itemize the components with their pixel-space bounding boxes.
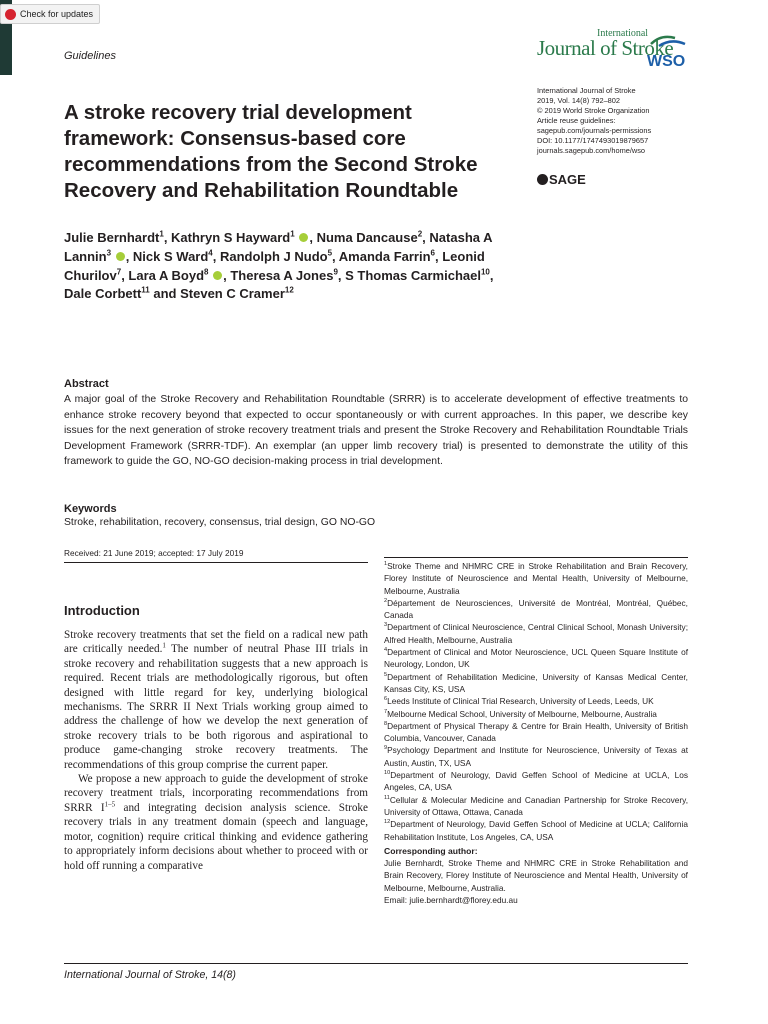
affiliation-number: 5 — [384, 671, 388, 678]
orcid-icon[interactable] — [213, 271, 222, 280]
author-separator: , — [422, 230, 430, 245]
affiliation-number: 1 — [384, 561, 388, 568]
affiliation-text: Stroke Theme and NHMRC CRE in Stroke Rehabilitation and Brain Recovery, Florey Institute of Neuroscience and Mental Health, University of Melbourne, Melbourne, Australia — [384, 561, 688, 596]
affiliation-number: 8 — [384, 721, 388, 728]
author-affiliation-ref: 9 — [333, 267, 338, 277]
author-affiliation-ref: 7 — [116, 267, 122, 277]
author-affiliation-ref: 5 — [327, 248, 333, 258]
author-affiliation-ref: 10 — [480, 267, 490, 277]
author-affiliation-ref: 4 — [208, 248, 213, 258]
affiliation-text: Département de Neurosciences, Université de Montréal, Montréal, Québec, Canada — [384, 597, 688, 621]
affiliation-number: 3 — [384, 622, 388, 629]
author-list — [64, 229, 524, 304]
author-affiliation-ref: 1 — [159, 229, 164, 239]
author-affiliation-ref: 2 — [417, 229, 423, 239]
intro-paragraph-1: Stroke recovery treatments that set the field on a radical new path are critically needed.$^1$ The number of neutral Phase III trials in stroke recovery and rehabilitation suggests that a new approach is required. Recent trials are methodologically rigorous, but often designed with little regard for key, underlying biological mechanisms. The SRRR II Next Trials working group aimed to address the challenge of how we develop the next generation of stroke recovery trials to be both rigorous and aspirational to produce game-changing stroke recovery treatments. The recommendations of this group comprise the current paper. — [64, 629, 369, 771]
affiliation-number: 7 — [384, 708, 388, 715]
author-name: Nick S Ward — [132, 248, 209, 264]
citation-ref[interactable]: 1–5 — [104, 800, 116, 809]
meta-journal: International Journal of Stroke — [537, 86, 636, 95]
affiliation-text: Cellular & Molecular Medicine and Canadian Partnership for Stroke Recovery, University of Ottawa, Ottawa, Canada — [384, 794, 688, 817]
article-title: A stroke recovery trial development framework: Consensus-based core recommendations from the Second Stroke Recovery and Rehabilitation Roundtable — [64, 101, 478, 202]
footer-divider — [64, 963, 688, 964]
affiliation-number: 6 — [384, 696, 388, 703]
author-affiliation-ref: 12 — [284, 286, 294, 296]
author-name: Julie Bernhardt — [64, 230, 160, 245]
meta-reuse-link[interactable]: sagepub.com/journals-permissions — [537, 126, 652, 135]
author-separator: , — [163, 230, 172, 245]
corresponding-heading: Corresponding author: — [384, 845, 478, 856]
affiliation-item — [384, 708, 688, 720]
article-meta — [537, 86, 651, 156]
author-separator: , — [223, 267, 231, 283]
affiliation-text: Department of Physical Therapy & Centre for Brain Health, University of British Columbia, Vancouver, Canada — [384, 720, 688, 744]
affiliation-text: Leeds Institute of Clinical Trial Research, University of Leeds, Leeds, UK — [387, 696, 654, 707]
affiliation-item — [384, 720, 688, 745]
affiliation-item — [384, 560, 688, 597]
affiliation-list — [384, 560, 688, 843]
section-label: Guidelines — [64, 50, 116, 62]
introduction-body — [64, 628, 368, 873]
logo-journal-name: Journal of Stroke — [537, 36, 674, 60]
wso-logo-text: WSO — [647, 53, 686, 70]
affiliations — [384, 560, 688, 906]
affiliation-item — [384, 794, 688, 819]
meta-reuse: Article reuse guidelines: — [537, 116, 616, 125]
author-name: Leonid Churilov — [64, 248, 485, 283]
author-affiliation-ref: 6 — [430, 248, 435, 258]
author-separator: , — [332, 248, 339, 264]
author-separator: , — [309, 230, 317, 245]
orcid-icon[interactable] — [299, 233, 308, 242]
author-separator: and — [149, 286, 181, 302]
author-separator: , — [337, 267, 346, 283]
affiliation-item — [384, 646, 688, 671]
abstract-text: A major goal of the Stroke Recovery and Rehabilitation Roundtable (SRRR) is to accelerate development of effective treatments to enhance stroke recovery beyond that expected to occur spontaneously or with current approaches. In this paper, we describe key issues for the next generation of stroke recovery treatment trials and present the Stroke Recovery and Rehabilitation Roundtable Trials Development Framework (SRRR-TDF). An exemplar (an upper limb recovery trial) is presented to demonstrate the utility of this framework to guide the GO, NO-GO decision-making process in trial development. — [64, 394, 688, 467]
received-divider — [64, 562, 368, 563]
author-name: Steven C Cramer — [180, 286, 285, 302]
corresponding-text: Julie Bernhardt, Stroke Theme and NHMRC CRE in Stroke Rehabilitation and Brain Recovery, Florey Institute of Neuroscience and Mental Health, University of Melbourne, Melbourne, Australia. — [384, 858, 688, 893]
corresponding-email[interactable]: Email: julie.bernhardt@florey.edu.au — [384, 895, 518, 906]
author-name: Randolph J Nudo — [219, 248, 328, 264]
author-separator: , — [489, 267, 494, 283]
sage-logo-text: SAGE — [549, 172, 586, 187]
affiliation-number: 2 — [384, 598, 388, 605]
author-name: Dale Corbett — [64, 286, 142, 302]
affiliation-number: 12 — [384, 819, 391, 826]
sage-logo — [537, 172, 586, 187]
logo-international-text: International — [597, 28, 649, 39]
wso-logo-icon — [645, 34, 697, 70]
orcid-icon[interactable] — [116, 252, 125, 261]
author-affiliation-ref: 1 — [290, 229, 295, 239]
author-name: Numa Dancause — [316, 230, 418, 245]
meta-volume: 2019, Vol. 14(8) 792–802 — [537, 96, 621, 105]
received-dates: Received: 21 June 2019; accepted: 17 July 2019 — [64, 548, 244, 558]
author-name: S Thomas Carmichael — [345, 267, 481, 283]
affiliation-item — [384, 695, 688, 707]
journal-logo[interactable] — [537, 28, 697, 72]
update-badge-icon — [5, 9, 16, 20]
affiliation-item — [384, 671, 688, 696]
author-separator: , — [435, 248, 443, 264]
affiliation-item — [384, 769, 688, 794]
affiliation-item — [384, 818, 688, 843]
keywords-heading: Keywords — [64, 503, 117, 515]
author-name: Kathryn S Hayward — [171, 230, 291, 245]
author-name: Theresa A Jones — [230, 267, 334, 283]
author-name: Lara A Boyd — [128, 267, 205, 283]
meta-journal-url[interactable]: journals.sagepub.com/home/wso — [537, 146, 646, 155]
author-affiliation-ref: 8 — [204, 267, 209, 277]
affiliation-number: 9 — [384, 745, 388, 752]
affiliation-text: Department of Rehabilitation Medicine, University of Kansas Medical Center, Kansas City, KS, USA — [384, 671, 688, 694]
check-for-updates-button[interactable] — [0, 4, 100, 24]
sage-logo-icon — [537, 174, 548, 185]
affiliation-text: Melbourne Medical School, University of Melbourne, Melbourne, Australia — [387, 708, 657, 719]
meta-doi[interactable]: DOI: 10.1177/1747493019879657 — [537, 136, 649, 145]
meta-copyright: © 2019 World Stroke Organization — [537, 106, 650, 115]
author-affiliation-ref: 11 — [141, 286, 150, 296]
affiliation-item — [384, 744, 688, 769]
author-separator: , — [212, 248, 220, 264]
affiliation-text: Department of Clinical and Motor Neuroscience, UCL Queen Square Institute of Neurology, London, UK — [384, 647, 688, 670]
affiliation-item — [384, 621, 688, 646]
affiliation-item — [384, 597, 688, 622]
affiliation-text: Department of Clinical Neuroscience, Central Clinical School, Monash University; Alfred Health, Melbourne, Australia — [384, 622, 688, 645]
author-separator: , — [121, 267, 129, 283]
running-footer: International Journal of Stroke, 14(8) — [64, 969, 236, 981]
keywords-text: Stroke, rehabilitation, recovery, consensus, trial design, GO NO-GO — [64, 517, 376, 528]
check-for-updates-label: Check for updates — [20, 9, 94, 19]
affiliation-text: Department of Neurology, David Geffen School of Medicine at UCLA, Los Angeles, CA, USA — [384, 770, 688, 793]
affiliation-number: 4 — [384, 647, 388, 654]
affiliation-text: Department of Neurology, David Geffen School of Medicine at UCLA; California Rehabilitation Institute, Los Angeles, CA, USA — [384, 819, 688, 842]
author-affiliation-ref: 3 — [106, 248, 112, 258]
author-name: Amanda Farrin — [338, 248, 431, 264]
affiliation-text: Psychology Department and Institute for Neuroscience, University of Texas at Austin, Austin, TX, USA — [384, 745, 688, 768]
abstract-heading: Abstract — [64, 378, 109, 390]
affiliation-number: 11 — [384, 794, 390, 801]
citation-ref[interactable]: 1 — [162, 641, 166, 650]
introduction-heading: Introduction — [64, 603, 140, 618]
affiliation-number: 10 — [384, 770, 391, 777]
intro-paragraph-2: We propose a new approach to guide the development of stroke recovery treatment trials, incorporating recommendations from SRRR $I^{1-5}$ and integrating decision analysis science. Stroke recovery trials in any treatment domain (speech and language, motor, cognition) require critical thinking and evidence gathering to appropriately inform decisions about whether to proceed with or hold off running a comparative — [64, 773, 368, 872]
affiliations-divider — [384, 557, 688, 558]
author-name: Natasha A Lannin — [64, 230, 493, 264]
author-separator: , — [125, 248, 133, 264]
